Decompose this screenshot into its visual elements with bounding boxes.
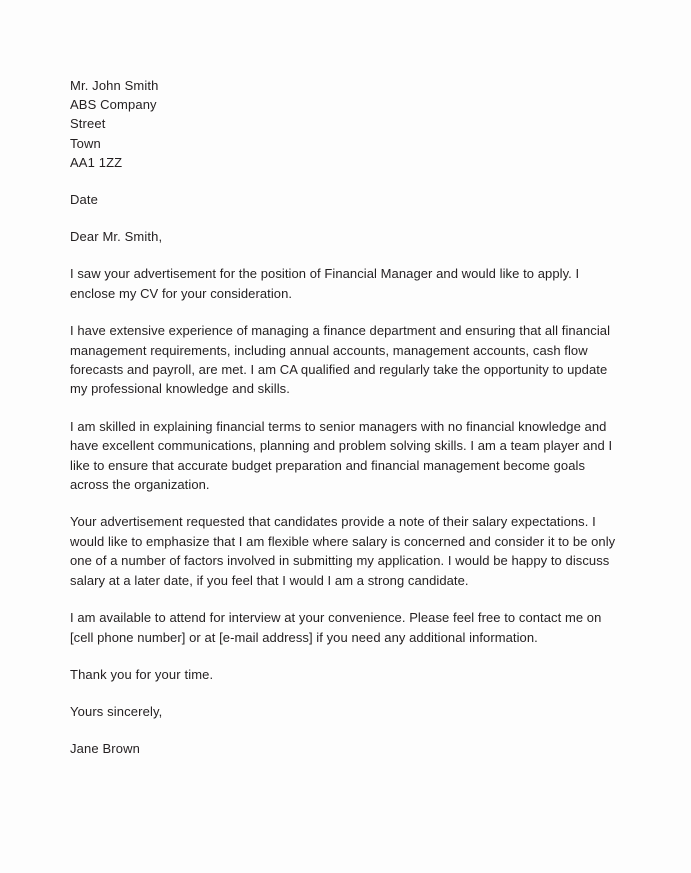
date-field: Date [70,192,98,208]
spacer [70,721,626,739]
spacer [70,209,626,227]
address-line: ABS Company [70,97,157,113]
salutation: Dear Mr. Smith, [70,229,163,245]
body-paragraph: I have extensive experience of managing a finance department and ensuring that all financial management requirements, including annual accounts, management accounts, cash flow forecasts and payroll, are met. I am CA qualified and regularly take the opportunity to update my professional knowledge and skills. [70,323,611,397]
address-line: Mr. John Smith [70,78,159,93]
spacer [70,494,626,512]
spacer [70,684,626,702]
address-line: Street [70,116,106,132]
sender-name: Jane Brown [70,741,140,757]
recipient-address [70,76,626,172]
body-paragraph: I am available to attend for interview at your convenience. Please feel free to contact me on [cell phone number] or at [e-mail address] if you need any additional information. [70,610,602,645]
address-line: AA1 1ZZ [70,154,123,170]
closing-line: Yours sincerely, [70,704,163,720]
letter-body [70,76,626,759]
body-paragraph: I am skilled in explaining financial terms to senior managers with no financial knowledge and have excellent communications, planning and problem solving skills. I am a team player and I like to ensure that accurate budget preparation and financial management become goals across the organization. [70,418,613,493]
body-paragraph: Your advertisement requested that candidates provide a note of their salary expectations. I would like to emphasize that I am flexible where salary is concerned and consider it to be only one of a number of factors involved in submitting my application. I would be happy to discuss salary at a later date, if you feel that I would I am a strong candidate. [70,514,616,588]
spacer [70,246,626,264]
thanks-line: Thank you for your time. [70,666,214,682]
address-line: Town [70,135,101,151]
spacer [70,303,626,321]
spacer [70,399,626,417]
spacer [70,172,626,190]
spacer [70,647,626,665]
body-paragraph: I saw your advertisement for the position of Financial Manager and would like to apply. I enclose my CV for your consideration. [70,266,580,301]
spacer [70,590,626,608]
